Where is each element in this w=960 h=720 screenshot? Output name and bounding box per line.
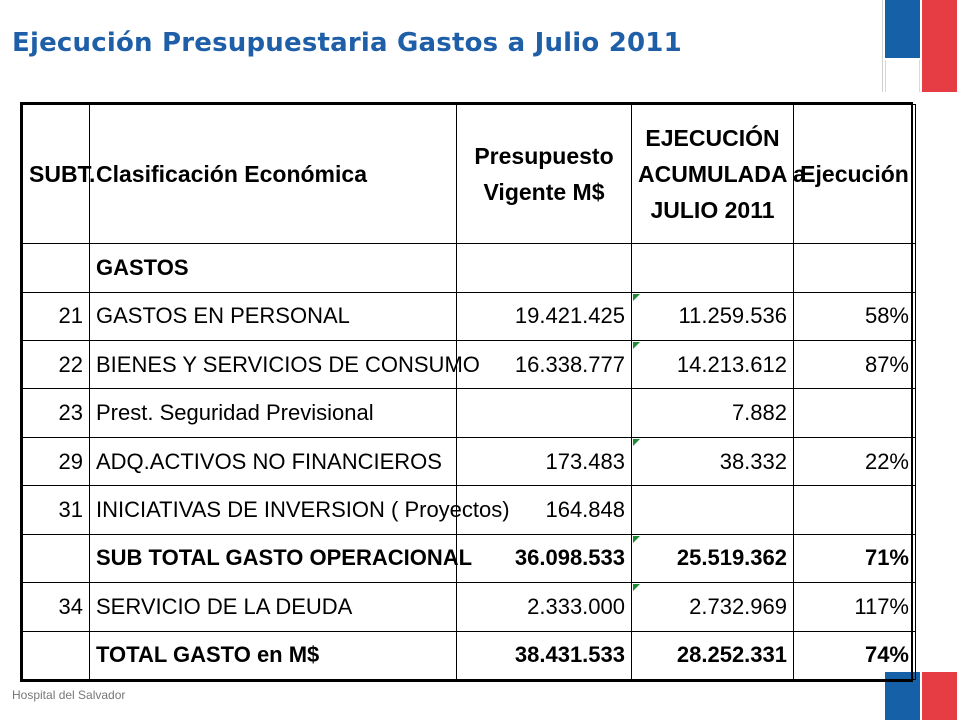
cell-subt: 23 xyxy=(23,389,90,437)
header-clasificacion: Clasificación Económica xyxy=(90,105,457,244)
flag-divider xyxy=(882,0,883,92)
cell-subt: 31 xyxy=(23,486,90,534)
cell-ejecucion-pct: 58% xyxy=(794,292,916,340)
cell-ejecucion-pct xyxy=(794,486,916,534)
cell-ejecucion-acumulada: 11.259.536 xyxy=(632,292,794,340)
cell-subt xyxy=(23,244,90,292)
cell-ejecucion-acumulada xyxy=(632,486,794,534)
cell-subt: 29 xyxy=(23,437,90,485)
table-row xyxy=(23,292,916,340)
cell-subt xyxy=(23,631,90,679)
table-row xyxy=(23,631,916,679)
cell-clasificacion: ADQ.ACTIVOS NO FINANCIEROS xyxy=(90,437,457,485)
table-row xyxy=(23,244,916,292)
cell-ejecucion-acumulada: 14.213.612 xyxy=(632,341,794,389)
cell-ejecucion-acumulada: 38.332 xyxy=(632,437,794,485)
cell-clasificacion: INICIATIVAS DE INVERSION ( Proyectos) xyxy=(90,486,457,534)
cell-presupuesto: 164.848 xyxy=(457,486,632,534)
header-presupuesto xyxy=(457,105,632,244)
cell-presupuesto: 2.333.000 xyxy=(457,583,632,631)
cell-ejecucion-pct: 74% xyxy=(794,631,916,679)
flag-red-band xyxy=(922,0,957,92)
table-row xyxy=(23,437,916,485)
cell-ejecucion-pct xyxy=(794,244,916,292)
table-row xyxy=(23,341,916,389)
header-acumulada-line1: EJECUCIÓN xyxy=(645,125,780,152)
cell-ejecucion-pct: 22% xyxy=(794,437,916,485)
cell-clasificacion: SERVICIO DE LA DEUDA xyxy=(90,583,457,631)
cell-subt xyxy=(23,534,90,582)
cell-ejecucion-pct: 87% xyxy=(794,341,916,389)
page-title: Ejecución Presupuestaria Gastos a Julio 2011 xyxy=(12,28,682,58)
cell-ejecucion-acumulada xyxy=(632,244,794,292)
cell-subt: 34 xyxy=(23,583,90,631)
cell-clasificacion: SUB TOTAL GASTO OPERACIONAL xyxy=(90,534,457,582)
table-row xyxy=(23,583,916,631)
cell-clasificacion: Prest. Seguridad Previsional xyxy=(90,389,457,437)
cell-clasificacion: TOTAL GASTO en M$ xyxy=(90,631,457,679)
header-presupuesto-line2: Vigente M$ xyxy=(483,179,605,206)
cell-presupuesto: 19.421.425 xyxy=(457,292,632,340)
budget-table xyxy=(22,104,916,680)
header-presupuesto-line1: Presupuesto xyxy=(474,143,614,170)
header-subt: SUBT. xyxy=(23,105,90,244)
footer-hospital-name: Hospital del Salvador xyxy=(12,688,126,702)
cell-clasificacion: BIENES Y SERVICIOS DE CONSUMO xyxy=(90,341,457,389)
flag-white-band xyxy=(885,60,920,92)
cell-subt: 22 xyxy=(23,341,90,389)
cell-ejecucion-pct: 117% xyxy=(794,583,916,631)
cell-presupuesto: 173.483 xyxy=(457,437,632,485)
cell-presupuesto: 36.098.533 xyxy=(457,534,632,582)
cell-presupuesto xyxy=(457,244,632,292)
flag-blue-band xyxy=(885,0,920,58)
cell-presupuesto xyxy=(457,389,632,437)
flag-red-band xyxy=(922,672,957,720)
table-row xyxy=(23,389,916,437)
header-acumulada-line3: JULIO 2011 xyxy=(650,197,775,224)
table-row xyxy=(23,486,916,534)
cell-ejecucion-acumulada: 7.882 xyxy=(632,389,794,437)
table-row xyxy=(23,534,916,582)
cell-clasificacion: GASTOS xyxy=(90,244,457,292)
cell-ejecucion-acumulada: 28.252.331 xyxy=(632,631,794,679)
chile-flag-logo-top xyxy=(885,0,957,92)
cell-presupuesto: 38.431.533 xyxy=(457,631,632,679)
table-header-row xyxy=(23,105,916,244)
cell-subt: 21 xyxy=(23,292,90,340)
cell-ejecucion-acumulada: 25.519.362 xyxy=(632,534,794,582)
header-ejecucion: Ejecución xyxy=(794,105,916,244)
cell-presupuesto: 16.338.777 xyxy=(457,341,632,389)
cell-ejecucion-pct xyxy=(794,389,916,437)
budget-table-container xyxy=(20,102,913,682)
header-acumulada-line2: ACUMULADA a xyxy=(638,161,806,188)
cell-ejecucion-pct: 71% xyxy=(794,534,916,582)
cell-ejecucion-acumulada: 2.732.969 xyxy=(632,583,794,631)
header-ejecucion-acumulada xyxy=(632,105,806,244)
cell-clasificacion: GASTOS EN PERSONAL xyxy=(90,292,457,340)
